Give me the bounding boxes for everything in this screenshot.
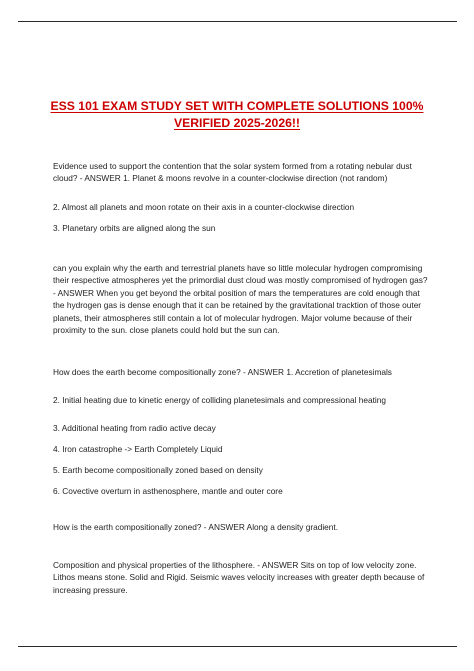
question-3-item-6: 6. Covective overturn in asthenosphere, mantle and outer core xyxy=(53,486,283,496)
top-border-line xyxy=(18,21,457,22)
question-3-item-5: 5. Earth become compositionally zoned based on density xyxy=(53,465,263,475)
question-4: How is the earth compositionally zoned? - ANSWER Along a density gradient. xyxy=(53,522,339,532)
question-3: How does the earth become compositionally zone? - ANSWER 1. Accretion of planetesimals xyxy=(53,367,392,377)
document-title: ESS 101 EXAM STUDY SET WITH COMPLETE SOLUTIONS 100% VERIFIED 2025-2026!! xyxy=(50,99,424,130)
question-3-item-2: 2. Initial heating due to kinetic energy of colliding planetesimals and compressional heating xyxy=(53,395,387,405)
question-2: can you explain why the earth and terrestrial planets have so little molecular hydrogen compromising their respective atmospheres yet the primordial dust cloud was mostly compromised of hydrogen gas? - ANSWER When you get beyond the orbital position of mars the temperatures are cold enough that the hydrogen gas is dense enough that it can be retained by the gravitational tracktion of those outer planets, their atmospheres still contain a lot of molecular hydrogen. Major volume because of their proximity to the sun. close planets could hold but the sun can. xyxy=(53,263,428,336)
question-1: Evidence used to support the contention that the solar system formed from a rotating nebular dust cloud? - ANSWER 1. Planet & moons revolve in a counter-clockwise direction (not random) xyxy=(53,161,412,184)
question-3-item-4: 4. Iron catastrophe -> Earth Completely Liquid xyxy=(53,444,223,454)
question-3-item-3: 3. Additional heating from radio active decay xyxy=(53,423,216,433)
question-1-item-2: 2. Almost all planets and moon rotate on their axis in a counter-clockwise direction xyxy=(53,202,355,212)
question-5: Composition and physical properties of the lithosphere. - ANSWER Sits on top of low velocity zone. Lithos means stone. Solid and Rigid. Seismic waves velocity increases with greater depth because of increasing pressure. xyxy=(53,560,425,595)
question-1-item-3: 3. Planetary orbits are aligned along the sun xyxy=(53,223,216,233)
bottom-border-line xyxy=(18,646,457,647)
